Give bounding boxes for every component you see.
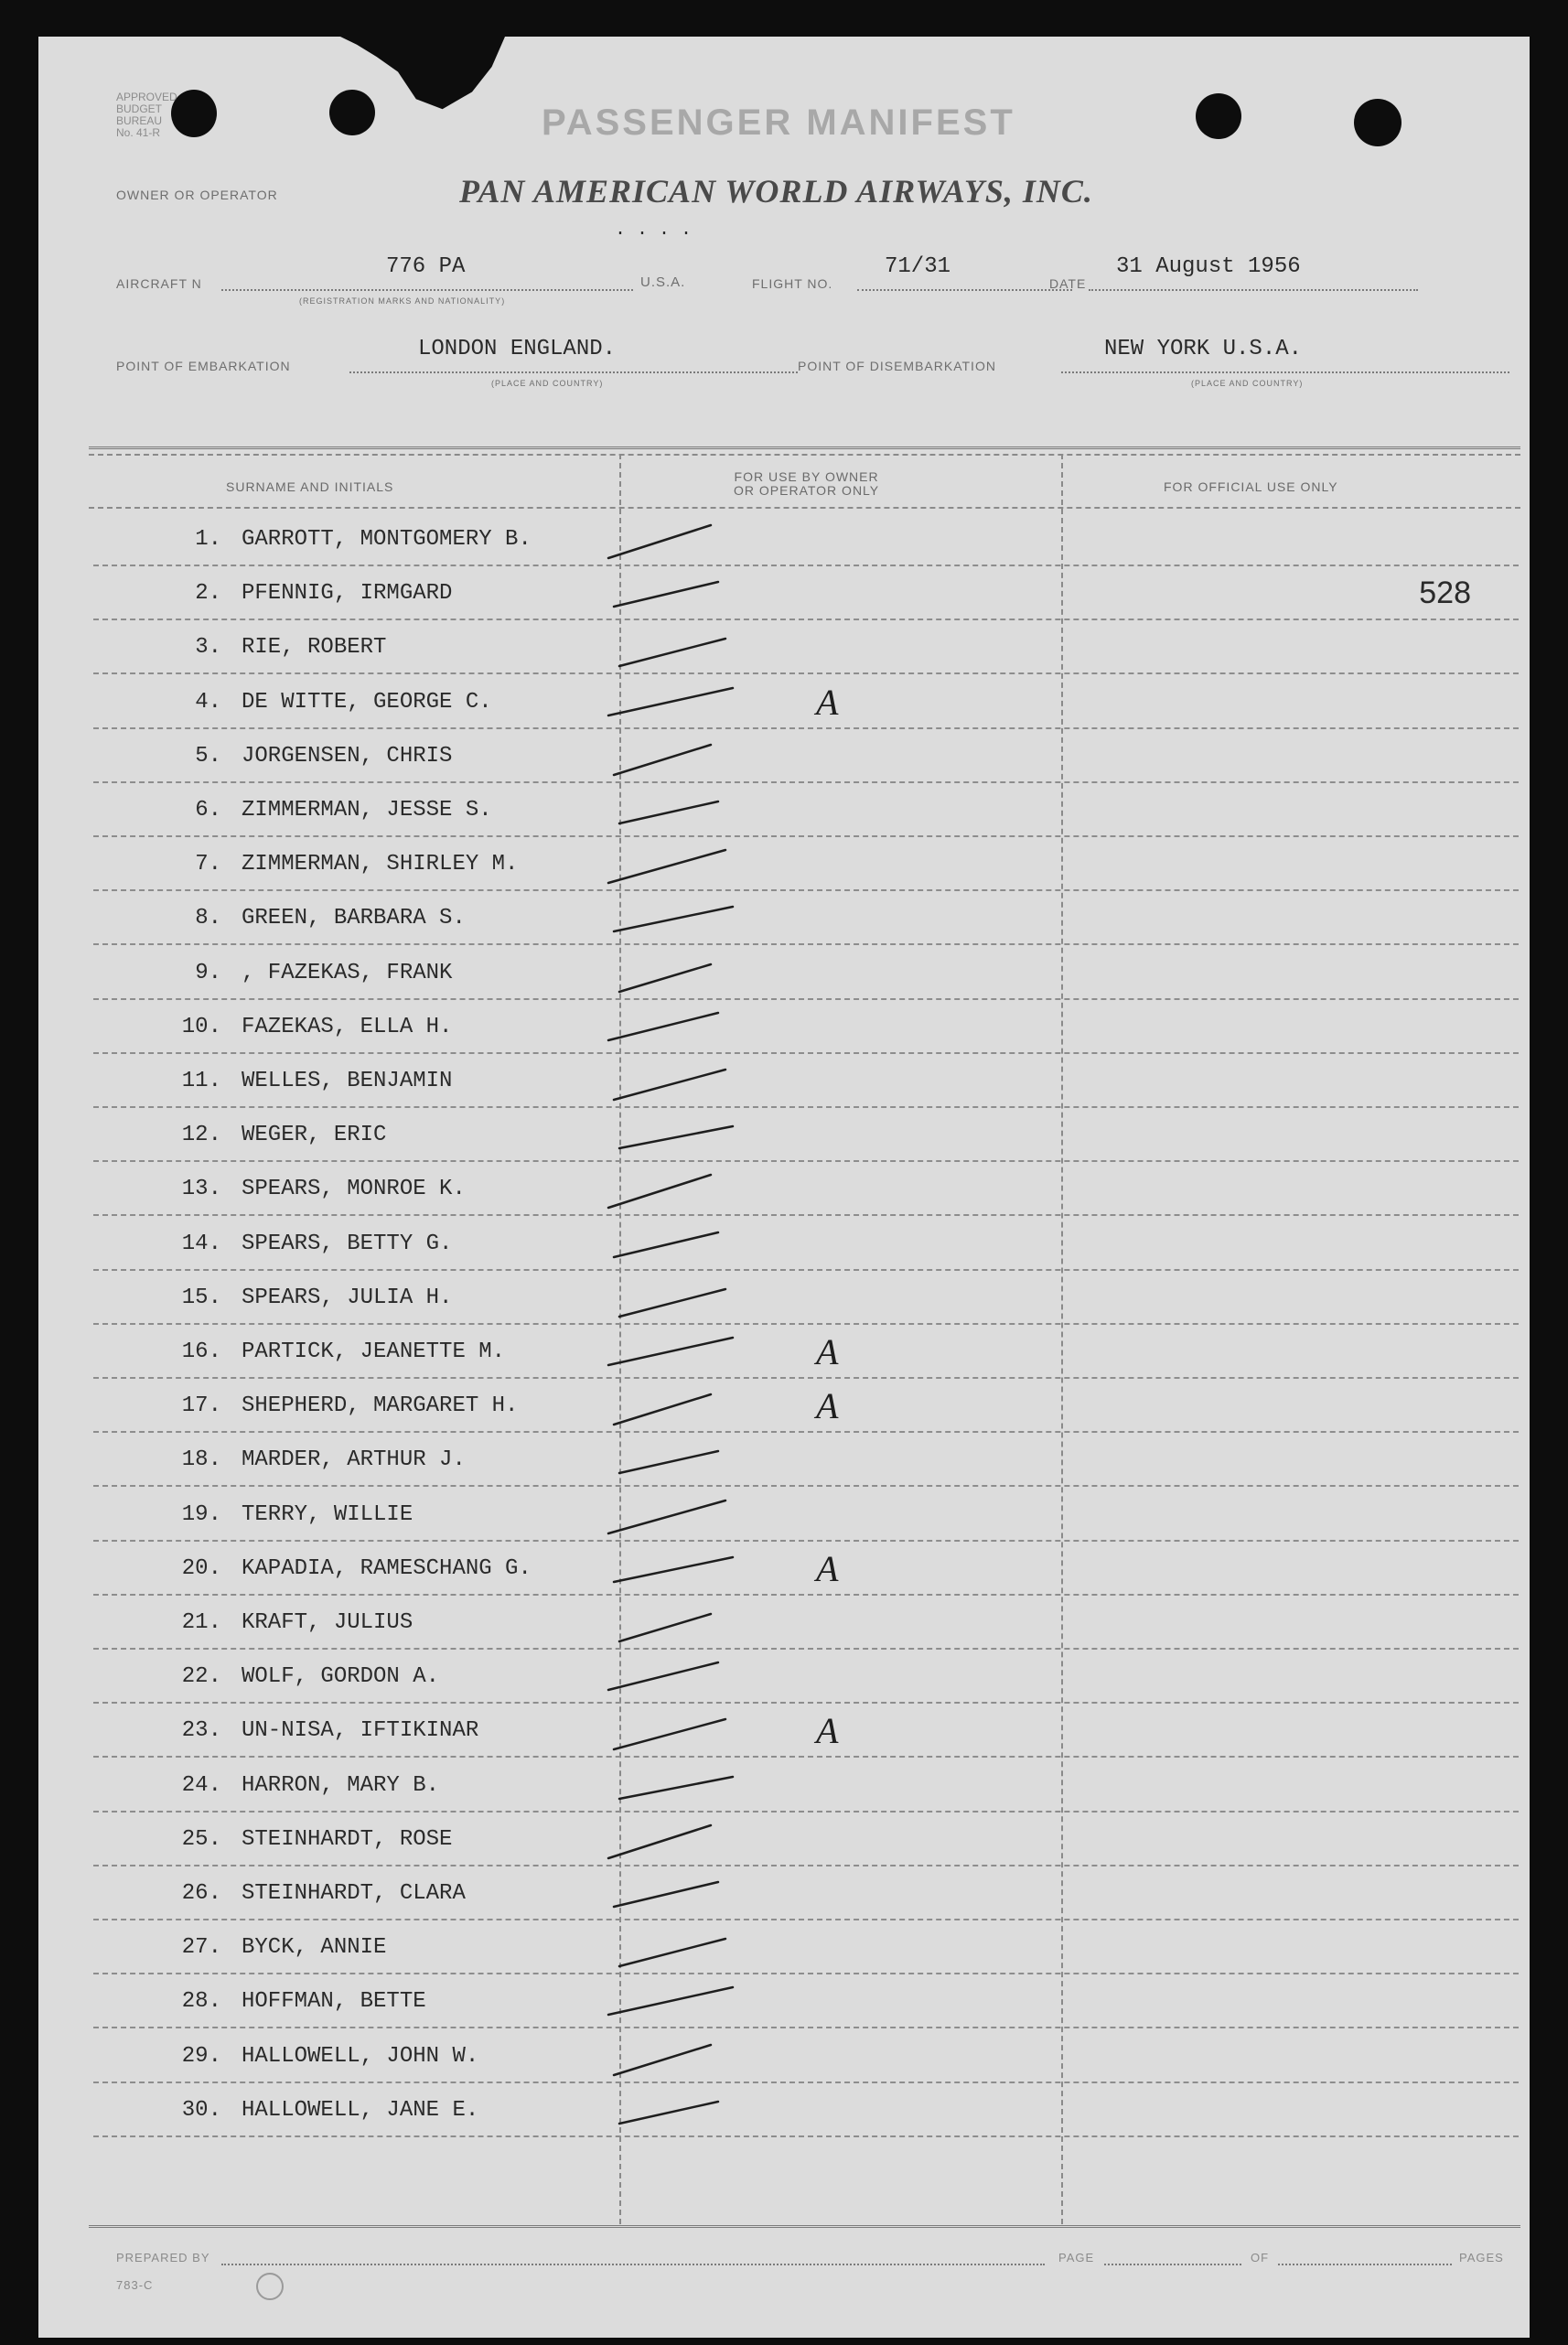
flight-value: 71/31 xyxy=(885,254,951,279)
passenger-row xyxy=(93,1488,1519,1542)
passenger-row xyxy=(93,1759,1519,1813)
check-mark xyxy=(601,891,747,946)
embark-value: LONDON ENGLAND. xyxy=(418,337,617,361)
passenger-number: 12. xyxy=(181,1123,221,1148)
column-header-owner: FOR USE BY OWNER OR OPERATOR ONLY xyxy=(734,469,880,498)
check-mark xyxy=(601,1108,747,1163)
passenger-number: 22. xyxy=(181,1664,221,1690)
passenger-number: 26. xyxy=(181,1881,221,1906)
passenger-row xyxy=(93,675,1519,729)
passenger-name: RIE, ROBERT xyxy=(242,635,387,661)
check-mark xyxy=(601,1650,747,1705)
passenger-row xyxy=(93,837,1519,891)
passenger-name: WEGER, ERIC xyxy=(242,1123,387,1148)
passenger-row xyxy=(93,783,1519,837)
check-mark xyxy=(601,837,747,892)
prepared-by-label: PREPARED BY xyxy=(116,2251,210,2264)
punch-hole xyxy=(1196,93,1241,139)
passenger-name: MARDER, ARTHUR J. xyxy=(242,1447,466,1473)
check-mark xyxy=(601,1920,747,1975)
passenger-number: 16. xyxy=(181,1339,221,1364)
passenger-row xyxy=(93,2083,1519,2137)
passenger-name: HALLOWELL, JOHN W. xyxy=(242,2043,479,2069)
passenger-row xyxy=(93,512,1519,566)
passenger-name: HARRON, MARY B. xyxy=(242,1772,440,1798)
passenger-row xyxy=(93,1650,1519,1704)
passenger-row xyxy=(93,1108,1519,1162)
passenger-number: 25. xyxy=(181,1826,221,1852)
passenger-name: TERRY, WILLIE xyxy=(242,1501,413,1527)
flight-rule xyxy=(857,289,1072,291)
check-mark xyxy=(601,2083,747,2138)
passenger-row xyxy=(93,1596,1519,1650)
check-mark xyxy=(601,566,747,621)
passenger-number: 29. xyxy=(181,2043,221,2069)
disembark-rule xyxy=(1061,371,1509,373)
passenger-number: 8. xyxy=(195,906,221,931)
header-bottom-rule xyxy=(89,507,1520,509)
passenger-number: 1. xyxy=(195,527,221,552)
punch-hole xyxy=(1354,99,1402,146)
passenger-number: 19. xyxy=(181,1501,221,1527)
passenger-row xyxy=(93,891,1519,945)
check-mark xyxy=(601,1759,747,1813)
check-mark xyxy=(601,783,747,838)
check-mark xyxy=(601,1433,747,1488)
passenger-number: 3. xyxy=(195,635,221,661)
passenger-name: SPEARS, MONROE K. xyxy=(242,1177,466,1202)
check-mark xyxy=(601,620,747,675)
passenger-name: GREEN, BARBARA S. xyxy=(242,906,466,931)
column-header-name: SURNAME AND INITIALS xyxy=(226,479,394,494)
passenger-number: 30. xyxy=(181,2097,221,2123)
official-use-value: 528 xyxy=(1419,575,1471,611)
passenger-number: 27. xyxy=(181,1935,221,1961)
check-mark xyxy=(601,1704,747,1759)
passenger-number: 14. xyxy=(181,1231,221,1256)
date-rule xyxy=(1089,289,1418,291)
passenger-number: 11. xyxy=(181,1069,221,1093)
punch-hole xyxy=(171,90,217,137)
passenger-number: 28. xyxy=(181,1989,221,2015)
check-mark xyxy=(601,2029,747,2084)
union-label-icon xyxy=(256,2273,284,2300)
passenger-number: 23. xyxy=(181,1718,221,1744)
passenger-row xyxy=(93,566,1519,620)
handwritten-mark: A xyxy=(816,1331,839,1372)
passenger-row xyxy=(93,1271,1519,1325)
handwritten-mark: A xyxy=(816,681,839,723)
passenger-row xyxy=(93,1433,1519,1487)
passenger-number: 5. xyxy=(195,743,221,769)
passenger-number: 4. xyxy=(195,689,221,715)
passenger-row xyxy=(93,1920,1519,1974)
passenger-name: ZIMMERMAN, JESSE S. xyxy=(242,798,492,823)
passenger-name: STEINHARDT, ROSE xyxy=(242,1826,453,1852)
passenger-number: 18. xyxy=(181,1447,221,1473)
passenger-number: 20. xyxy=(181,1555,221,1581)
usa-label: U.S.A. xyxy=(640,274,686,290)
check-mark xyxy=(601,1542,747,1597)
date-label: DATE xyxy=(1049,276,1087,291)
check-mark xyxy=(601,512,747,567)
check-mark xyxy=(601,946,747,1001)
manifest-sheet xyxy=(38,37,1530,2338)
date-value: 31 August 1956 xyxy=(1116,254,1301,279)
pages-label: PAGES xyxy=(1459,2251,1504,2264)
passenger-name: SHEPHERD, MARGARET H. xyxy=(242,1393,519,1419)
passenger-number: 2. xyxy=(195,581,221,607)
passenger-number: 7. xyxy=(195,852,221,877)
passenger-name: ZIMMERMAN, SHIRLEY M. xyxy=(242,852,519,877)
page-title: PASSENGER MANIFEST xyxy=(542,102,1015,143)
passenger-row xyxy=(93,1379,1519,1433)
passenger-row xyxy=(93,729,1519,783)
handwritten-mark: A xyxy=(816,1385,839,1427)
page-rule xyxy=(1104,2264,1241,2265)
approval-stamp: APPROVED BUDGET BUREAU No. 41-R xyxy=(116,91,177,139)
aircraft-value: 776 PA xyxy=(386,254,466,279)
embark-rule xyxy=(349,371,798,373)
embark-sublabel: (PLACE AND COUNTRY) xyxy=(491,379,604,388)
passenger-name: KRAFT, JULIUS xyxy=(242,1610,413,1635)
passenger-name: WELLES, BENJAMIN xyxy=(242,1069,453,1093)
passenger-row xyxy=(93,1162,1519,1216)
passenger-name: PFENNIG, IRMGARD xyxy=(242,581,453,607)
passenger-name: BYCK, ANNIE xyxy=(242,1935,387,1961)
passenger-name: FAZEKAS, ELLA H. xyxy=(242,1014,453,1039)
aircraft-sublabel: (REGISTRATION MARKS AND NATIONALITY) xyxy=(299,296,506,306)
passenger-number: 10. xyxy=(181,1014,221,1039)
passenger-name: STEINHARDT, CLARA xyxy=(242,1881,466,1906)
passenger-name: , FAZEKAS, FRANK xyxy=(242,960,453,985)
of-label: OF xyxy=(1251,2251,1270,2264)
punch-hole xyxy=(329,90,375,135)
check-mark xyxy=(601,1596,747,1651)
passenger-row xyxy=(93,946,1519,1000)
passenger-name: SPEARS, BETTY G. xyxy=(242,1231,453,1256)
passenger-row xyxy=(93,620,1519,674)
disembark-sublabel: (PLACE AND COUNTRY) xyxy=(1191,379,1304,388)
passenger-number: 21. xyxy=(181,1610,221,1635)
check-mark xyxy=(601,1000,747,1055)
row-divider xyxy=(93,2135,1519,2137)
passenger-row xyxy=(93,1325,1519,1379)
passenger-number: 9. xyxy=(195,960,221,985)
check-mark xyxy=(601,1379,747,1434)
prepared-by-rule xyxy=(221,2264,1045,2265)
passenger-number: 6. xyxy=(195,798,221,823)
passenger-name: DE WITTE, GEORGE C. xyxy=(242,689,492,715)
passenger-row xyxy=(93,1813,1519,1866)
aircraft-label: AIRCRAFT N xyxy=(116,276,202,291)
passenger-name: GARROTT, MONTGOMERY B. xyxy=(242,527,532,552)
passenger-name: SPEARS, JULIA H. xyxy=(242,1285,453,1310)
check-mark xyxy=(601,1162,747,1217)
embark-label: POINT OF EMBARKATION xyxy=(116,359,291,373)
check-mark xyxy=(601,1054,747,1109)
check-mark xyxy=(601,1271,747,1326)
page-label: PAGE xyxy=(1058,2251,1095,2264)
passenger-number: 13. xyxy=(181,1177,221,1202)
aircraft-rule xyxy=(221,289,633,291)
check-mark xyxy=(601,1217,747,1272)
passenger-number: 17. xyxy=(181,1393,221,1419)
disembark-value: NEW YORK U.S.A. xyxy=(1104,337,1303,361)
passenger-row xyxy=(93,1054,1519,1108)
owner-label: OWNER OR OPERATOR xyxy=(116,188,278,202)
passenger-name: HALLOWELL, JANE E. xyxy=(242,2097,479,2123)
passenger-name: JORGENSEN, CHRIS xyxy=(242,743,453,769)
operator-name: PAN AMERICAN WORLD AIRWAYS, INC. xyxy=(459,173,1093,210)
passenger-number: 15. xyxy=(181,1285,221,1310)
passenger-name: HOFFMAN, BETTE xyxy=(242,1989,426,2015)
check-mark xyxy=(601,729,747,784)
check-mark xyxy=(601,1325,747,1380)
passenger-name: UN-NISA, IFTIKINAR xyxy=(242,1718,479,1744)
header-dots: . . . . xyxy=(615,220,693,241)
passenger-row xyxy=(93,2029,1519,2083)
passenger-row xyxy=(93,1974,1519,2028)
check-mark xyxy=(601,1866,747,1921)
passenger-row xyxy=(93,1217,1519,1271)
passenger-row xyxy=(93,1542,1519,1596)
passenger-row xyxy=(93,1000,1519,1054)
handwritten-mark: A xyxy=(816,1547,839,1589)
disembark-label: POINT OF DISEMBARKATION xyxy=(798,359,996,373)
column-header-official: FOR OFFICIAL USE ONLY xyxy=(1164,479,1338,494)
check-mark xyxy=(601,675,747,730)
check-mark xyxy=(601,1813,747,1867)
table-top-rule-2 xyxy=(89,454,1520,456)
passenger-name: PARTICK, JEANETTE M. xyxy=(242,1339,506,1364)
handwritten-mark: A xyxy=(816,1710,839,1752)
passenger-name: WOLF, GORDON A. xyxy=(242,1664,440,1690)
form-number: 783-C xyxy=(116,2278,154,2292)
passenger-row xyxy=(93,1866,1519,1920)
check-mark xyxy=(601,1974,747,2029)
flight-label: FLIGHT NO. xyxy=(752,276,833,291)
passenger-number: 24. xyxy=(181,1772,221,1798)
table-bottom-rule xyxy=(89,2225,1520,2228)
table-top-rule xyxy=(89,446,1520,449)
of-rule xyxy=(1278,2264,1452,2265)
check-mark xyxy=(601,1488,747,1543)
passenger-name: KAPADIA, RAMESCHANG G. xyxy=(242,1555,532,1581)
passenger-row xyxy=(93,1704,1519,1758)
